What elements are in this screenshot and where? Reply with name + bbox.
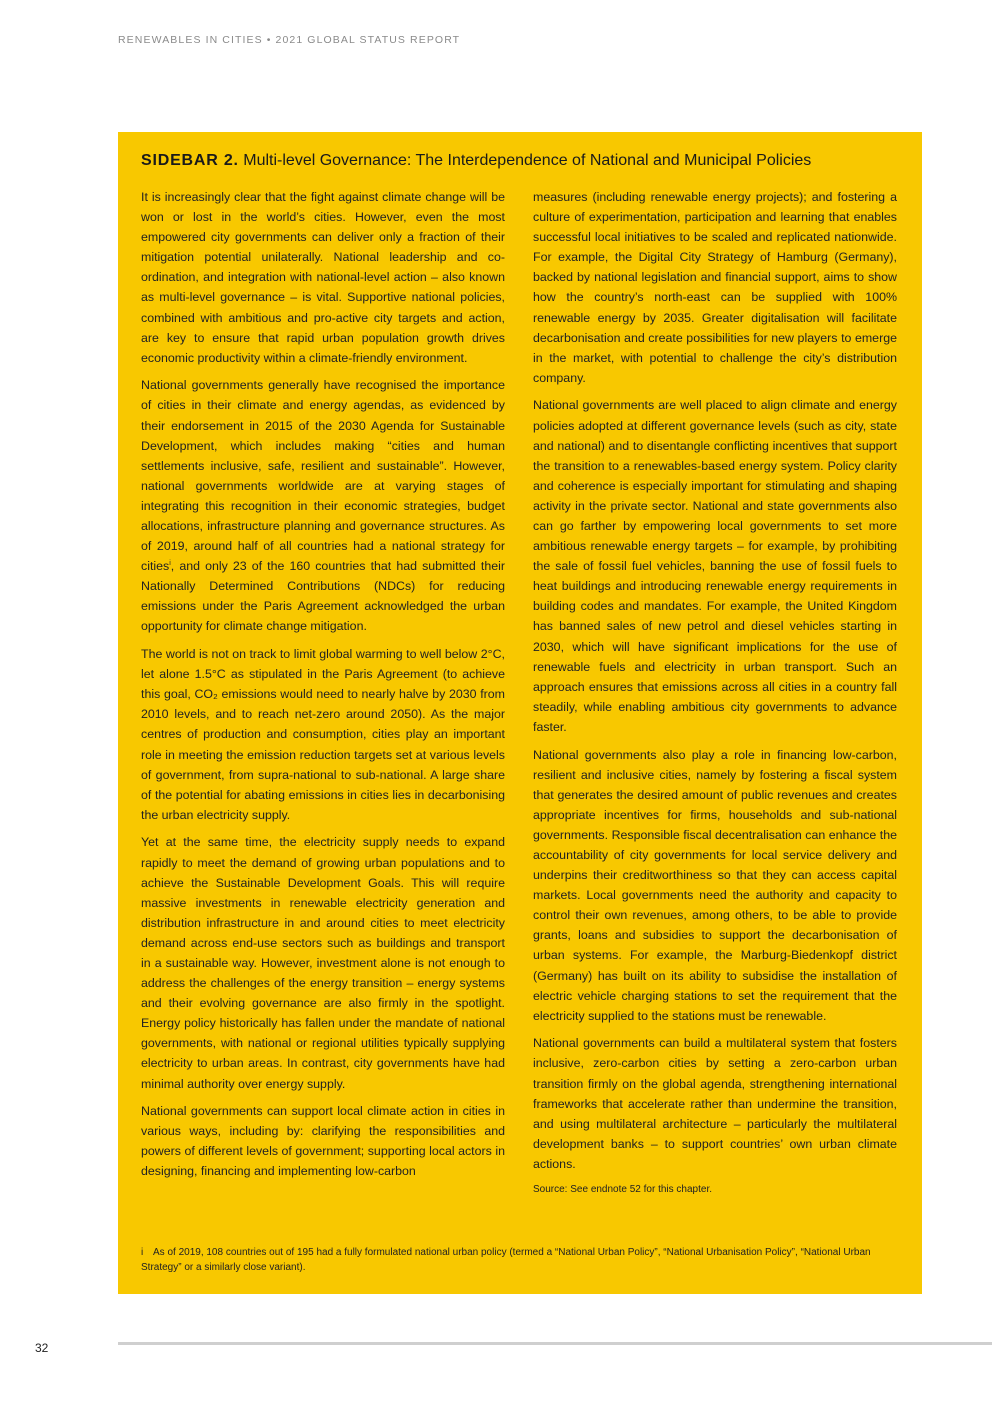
footnote-text: As of 2019, 108 countries out of 195 had a fully formulated national urban policy (termed a “National Urban Policy”, “National Urbanisation Policy”, “National Urban Strategy” or a similarly close variant). [141, 1247, 871, 1273]
paragraph: National governments are well placed to align climate and energy policies adopted at different governance levels (such as city, state and national) and to disentangle conflicting incentives that support the transition to a renewables-based energy system. Policy clarity and coherence is especially important for stimulating and shaping activity in the private sector. National and state governments also can go farther by empowering local governments to set more ambitious renewable energy targets – for example, by prohibiting the sale of fossil fuel vehicles, banning the use of fossil fuels to heat buildings and introducing renewable energy requirements in building codes and mandates. For example, the United Kingdom has banned sales of new petrol and diesel vehicles starting in 2030, which will have significant implications for the use of renewable fuels and electricity in urban transport. Such an approach ensures that emissions across all cities in a country fall steadily, while enabling ambitious city governments to advance faster. [533, 398, 897, 734]
paragraph: National governments can build a multilateral system that fosters inclusive, zero-carbon cities by setting a zero-carbon urban transition firmly on the global agenda, strengthening international frameworks that accelerate rather than undermine the transition, and using multilateral architecture – particularly the multilateral development banks – to support countries’ own urban climate actions. [533, 1036, 897, 1171]
footnote-reference: i [169, 560, 171, 568]
paragraph: National governments also play a role in financing low-carbon, resilient and inclusive cities, namely by fostering a fiscal system that generates the desired amount of public revenues and creates appropriate incentives for firms, households and sub-national governments. Responsible fiscal decentralisation can enhance the accountability of city governments for local service delivery and underpins their creditworthiness so that they can access capital markets. Local governments need the authority and capacity to control their own revenues, among others, to be able to provide grants, loans and subsidies to support the decarbonisation of urban systems. For example, the Marburg-Biedenkopf district (Germany) has built on its ability to subsidise the installation of electric vehicle charging stations to set the requirement that the electricity supplied to the stations must be renewable. [533, 747, 897, 1023]
footnote [141, 1245, 901, 1275]
sidebar-box [118, 132, 922, 1294]
running-header: RENEWABLES IN CITIES • 2021 GLOBAL STATUS REPORT [118, 34, 461, 46]
paragraph-text: National governments generally have recognised the importance of cities in their climate and energy agendas, as evidenced by their endorsement in 2015 of the 2030 Agenda for Sustainable Development, which includes making “cities and human settlements inclusive, safe, resilient and sustainable”. However, national governments worldwide are at varying stages of integrating this recognition in their economic strategies, budget allocations, infrastructure planning and governance structures. As of 2019, around half of all countries had a national strategy for cities [141, 378, 505, 574]
page-number: 32 [35, 1341, 49, 1355]
paragraph-text: , and only 23 of the 160 countries that had submitted their Nationally Determined Contributions (NDCs) for reducing emissions under the Paris Agreement acknowledged the urban opportunity for climate change mitigation. [141, 559, 505, 634]
paragraph: It is increasingly clear that the fight against climate change will be won or lost in the world’s cities. However, even the most empowered city governments can deliver only a fraction of their mitigation potential unilaterally. National leadership and co-ordination, and integration with national-level action – also known as multi-level governance – is vital. Supportive national policies, combined with ambitious and pro-active city targets and action, are key to ensure that rapid urban population growth drives economic productivity within a climate-friendly environment. [141, 190, 505, 365]
footnote-marker: i [141, 1247, 144, 1258]
left-column [141, 187, 505, 1189]
sidebar-label: SIDEBAR 2. [141, 152, 239, 169]
sidebar-title-text: Multi-level Governance: The Interdependence of National and Municipal Policies [243, 152, 812, 169]
footer-rule [118, 1342, 992, 1345]
paragraph-with-footnote-ref [141, 375, 505, 636]
right-column [533, 187, 897, 1197]
paragraph: National governments can support local climate action in cities in various ways, including by: clarifying the responsibilities and powers of different levels of government; supporting local actors in designing, financing and implementing low-carbon [141, 1104, 505, 1179]
sidebar-title [141, 151, 911, 171]
paragraph: Yet at the same time, the electricity supply needs to expand rapidly to meet the demand of growing urban populations and to achieve the Sustainable Development Goals. This will require massive investments in renewable electricity generation and distribution infrastructure in and around cities to meet electricity demand across end-use sectors such as buildings and transport in a sustainable way. However, investment alone is not enough to address the challenges of the energy transition – energy systems and their evolving governance are also firmly in the spotlight. Energy policy historically has fallen under the mandate of national governments, with national or regional utilities typically supplying electricity to urban areas. In contrast, city governments have had minimal authority over energy supply. [141, 835, 505, 1091]
paragraph: measures (including renewable energy projects); and fostering a culture of experimentation, participation and learning that enables successful local initiatives to be scaled and replicated nationwide. For example, the Digital City Strategy of Hamburg (Germany), backed by national legislation and financial support, aims to show how the country’s north-east can be supplied with 100% renewable energy by 2035. Greater digitalisation will facilitate decarbonisation and create possibilities for new players to emerge in the market, with potential to challenge the city’s distribution company. [533, 190, 897, 385]
paragraph: The world is not on track to limit global warming to well below 2°C, let alone 1.5°C as stipulated in the Paris Agreement (to achieve this goal, CO₂ emissions would need to nearly halve by 2030 from 2010 levels, and to reach net-zero around 2050). As the major centres of production and consumption, cities play an important role in meeting the emission reduction targets set at various levels of government, from supra-national to sub-national. A large share of the potential for abating emissions in cities lies in decarbonising the urban electricity supply. [141, 647, 505, 822]
source-note: Source: See endnote 52 for this chapter. [533, 1183, 713, 1195]
